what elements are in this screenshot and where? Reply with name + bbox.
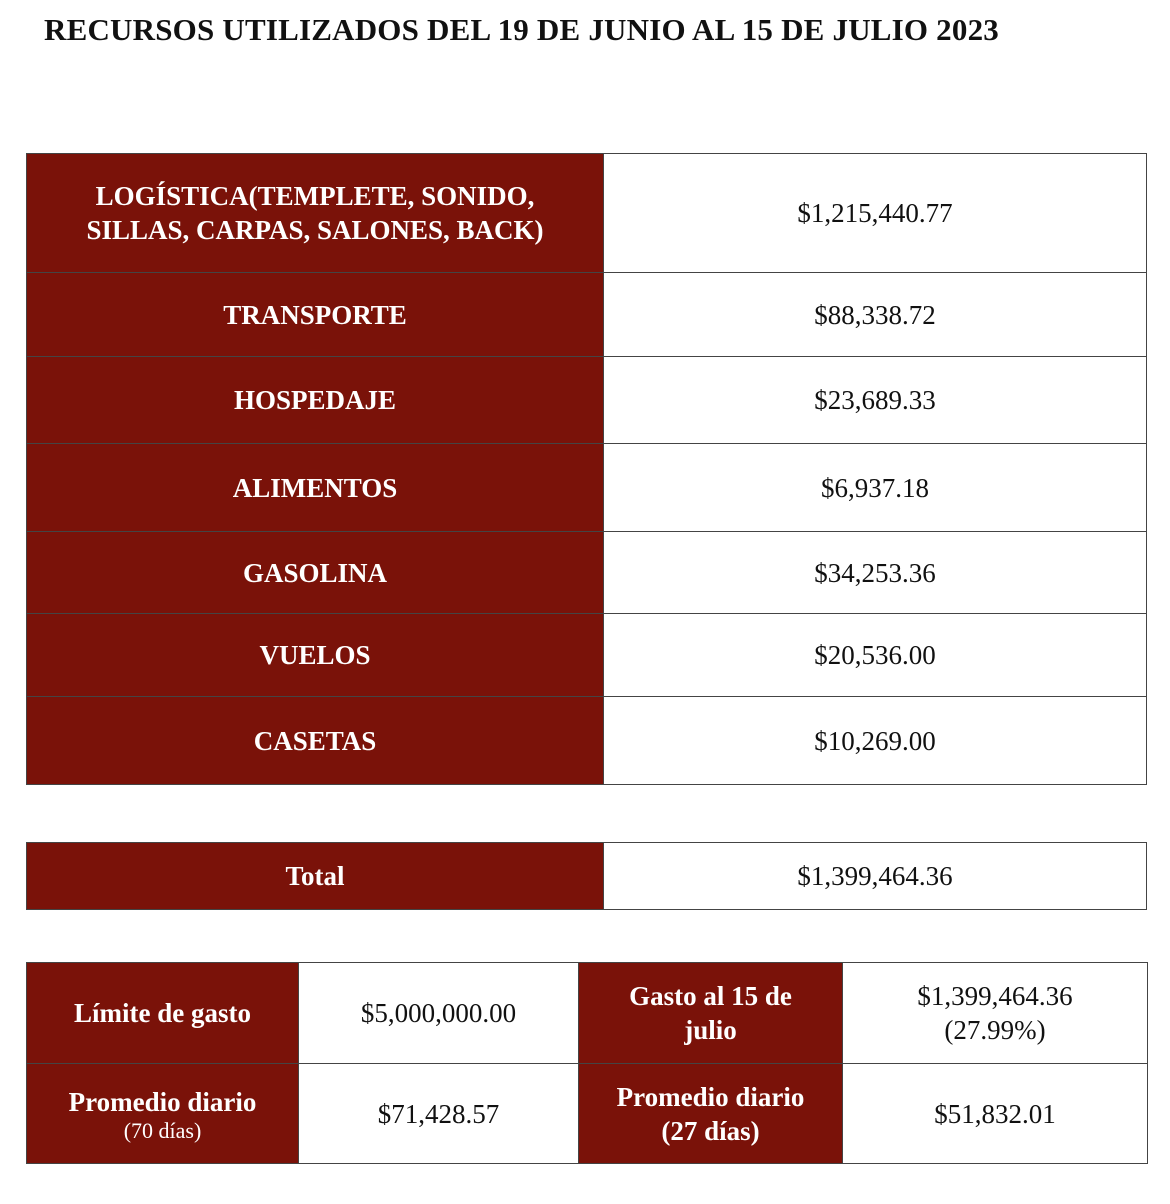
- category-cell: HOSPEDAJE: [27, 357, 604, 444]
- spent-value-amount: $1,399,464.36: [917, 981, 1073, 1011]
- amount-cell: $23,689.33: [604, 357, 1147, 444]
- daily-average-27-title: Promedio diario: [616, 1081, 805, 1112]
- page-title: RECURSOS UTILIZADOS DEL 19 DE JUNIO AL 15 DE JULIO 2023: [44, 12, 999, 47]
- amount-cell: $10,269.00: [604, 697, 1147, 785]
- summary-table: [26, 962, 1148, 1164]
- category-label-line2: SILLAS, CARPAS, SALONES, BACK): [86, 215, 544, 245]
- total-value: $1,399,464.36: [604, 843, 1147, 910]
- spent-to-date-value: [843, 963, 1148, 1064]
- spending-limit-label: Límite de gasto: [27, 963, 299, 1064]
- spent-to-date-label: [579, 963, 843, 1064]
- daily-average-70-days: (70 días): [123, 1117, 202, 1143]
- daily-average-70-title: Promedio diario: [68, 1086, 257, 1117]
- daily-average-70-label: [27, 1064, 299, 1164]
- daily-average-70-value: $71,428.57: [299, 1064, 579, 1164]
- expenses-table: [26, 153, 1147, 785]
- daily-average-27-label: [579, 1064, 843, 1164]
- category-cell: TRANSPORTE: [27, 273, 604, 357]
- daily-average-27-value: $51,832.01: [843, 1064, 1148, 1164]
- category-cell: [27, 154, 604, 273]
- amount-cell: $88,338.72: [604, 273, 1147, 357]
- table-row: [27, 532, 1147, 614]
- table-row: [27, 444, 1147, 532]
- spent-label-line2: julio: [684, 1015, 737, 1045]
- daily-average-27-days: (27 días): [661, 1115, 760, 1146]
- table-row: [27, 273, 1147, 357]
- amount-cell: $1,215,440.77: [604, 154, 1147, 273]
- spent-label-line1: Gasto al 15 de: [629, 981, 792, 1011]
- amount-cell: $6,937.18: [604, 444, 1147, 532]
- table-row: [27, 614, 1147, 697]
- category-cell: ALIMENTOS: [27, 444, 604, 532]
- category-cell: GASOLINA: [27, 532, 604, 614]
- total-label: Total: [27, 843, 604, 910]
- table-row: [27, 697, 1147, 785]
- spent-value-percent: (27.99%): [944, 1015, 1046, 1045]
- category-label-line1: LOGÍSTICA(TEMPLETE, SONIDO,: [95, 181, 535, 211]
- amount-cell: $34,253.36: [604, 532, 1147, 614]
- summary-row: [27, 963, 1148, 1064]
- summary-row: [27, 1064, 1148, 1164]
- table-row: [27, 154, 1147, 273]
- category-cell: CASETAS: [27, 697, 604, 785]
- total-row: [27, 843, 1147, 910]
- amount-cell: $20,536.00: [604, 614, 1147, 697]
- table-row: [27, 357, 1147, 444]
- total-table: [26, 842, 1147, 910]
- spending-limit-value: $5,000,000.00: [299, 963, 579, 1064]
- category-cell: VUELOS: [27, 614, 604, 697]
